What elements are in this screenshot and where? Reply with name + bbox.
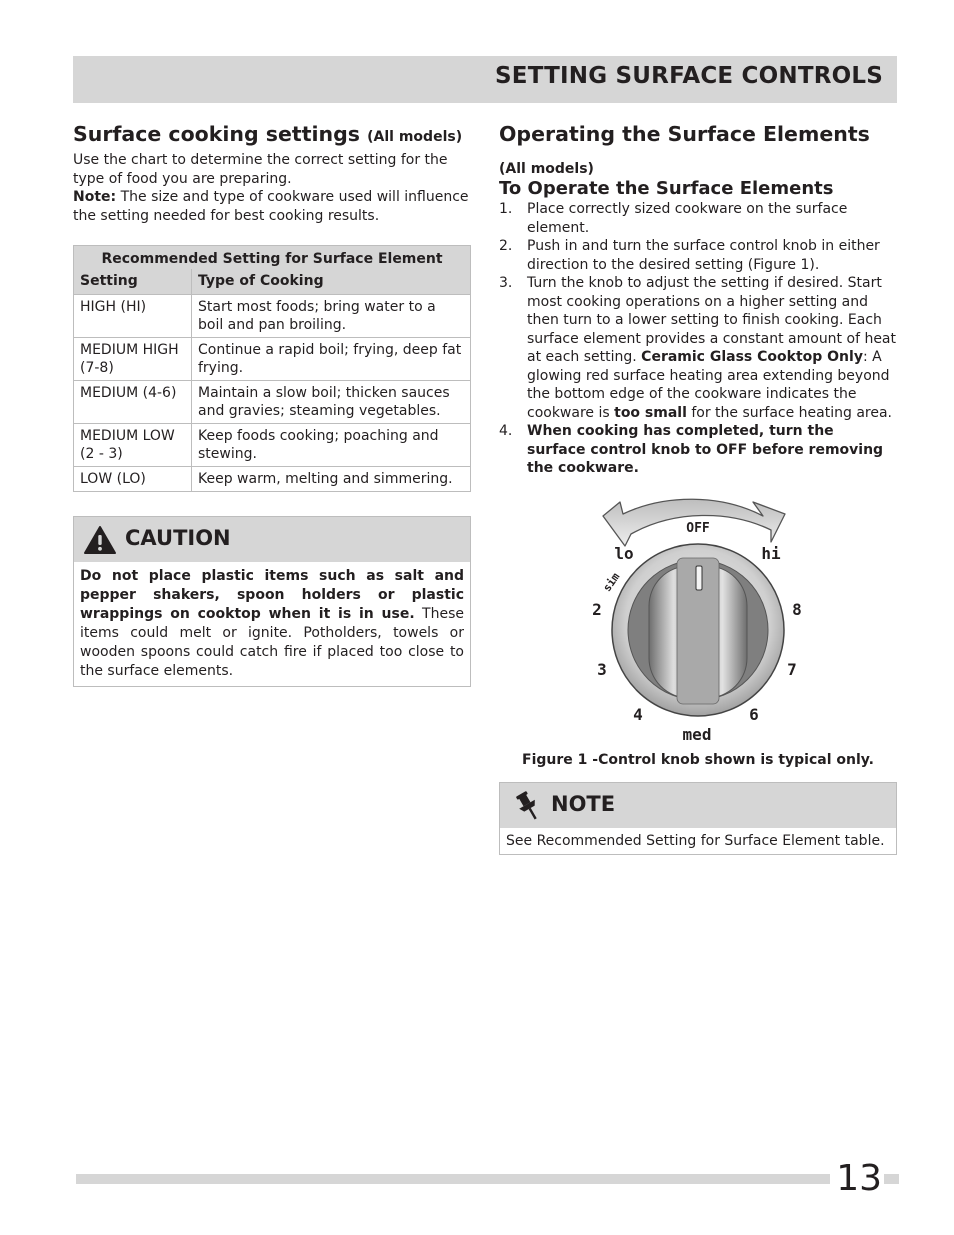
list-item [499, 200, 897, 237]
step-number: 2. [499, 238, 513, 254]
setting-cell: LOW (LO) [74, 467, 192, 492]
col-header-type: Type of Cooking [192, 269, 471, 295]
caution-text: These items could melt or ignite. Potholders, towels or wooden spoons could catch fire if placed too close to the surface elements. [80, 606, 464, 679]
list-item [499, 274, 897, 422]
step-number: 1. [499, 201, 513, 217]
knob-label-6: 6 [749, 704, 759, 724]
caution-label: CAUTION [125, 526, 231, 550]
note-label: NOTE [551, 791, 616, 816]
steps-list [499, 200, 897, 478]
step-text: Turn the knob to adjust the setting if desired. Start most cooking operations on a higher setting and then turn to a lower setting to finish cooking. Each surface element provides a constant amount of heat at each setting. [527, 275, 896, 365]
knob-label-med: med [682, 724, 712, 744]
all-models-label: (All models) [367, 129, 463, 145]
step-bold: Ceramic Glass Cooktop Only [641, 349, 863, 365]
setting-cell: MEDIUM LOW (2 - 3) [74, 424, 192, 467]
knob-label-2: 2 [592, 599, 602, 619]
setting-cell: HIGH (HI) [74, 295, 192, 338]
type-cell: Keep foods cooking; poaching and stewing. [192, 424, 471, 467]
type-cell: Maintain a slow boil; thicken sauces and gravies; steaming vegetables. [192, 381, 471, 424]
setting-cell: MEDIUM HIGH (7-8) [74, 338, 192, 381]
step-number: 4. [499, 423, 513, 439]
figure-caption: Figure 1 -Control knob shown is typical only. [522, 751, 874, 768]
surface-settings-heading-text: Surface cooking settings [73, 122, 360, 146]
footer-bar [76, 1174, 899, 1184]
pushpin-icon [513, 789, 543, 823]
control-knob-figure [499, 486, 897, 748]
settings-table [73, 245, 471, 492]
knob-label-sim: sim [600, 569, 623, 594]
step-bold: too small [614, 404, 687, 421]
header-bar [73, 56, 897, 103]
step-number: 3. [499, 275, 513, 291]
knob-label-lo: lo [614, 543, 634, 563]
knob-label-3: 3 [597, 659, 607, 679]
step-text: : A glowing red surface heating area extending beyond the bottom edge of the cookware indicates the cookware is [527, 349, 890, 421]
table-row [74, 381, 471, 424]
table-row [74, 338, 471, 381]
col-header-setting: Setting [74, 269, 192, 295]
note-body: See Recommended Setting for Surface Element table. [506, 832, 885, 849]
note-header [500, 783, 896, 828]
step-text: Place correctly sized cookware on the surface element. [527, 201, 848, 236]
warning-icon [83, 525, 117, 555]
step-text-bold: When cooking has completed, turn the surface control knob to OFF before removing the cookware. [527, 423, 884, 476]
knob-label-off: OFF [686, 520, 710, 536]
list-item [499, 237, 897, 274]
knob-label-4: 4 [633, 704, 643, 724]
setting-cell: MEDIUM (4-6) [74, 381, 192, 424]
knob-label-hi: hi [761, 543, 781, 563]
intro-text: Use the chart to determine the correct setting for the type of food you are preparing. [73, 152, 448, 187]
caution-header [74, 517, 470, 562]
type-cell: Continue a rapid boil; frying, deep fat frying. [192, 338, 471, 381]
caution-body [74, 562, 470, 686]
knob-label-8: 8 [792, 599, 802, 619]
list-item [499, 422, 897, 478]
caution-box [73, 516, 471, 687]
note-label: Note: [73, 189, 117, 205]
operating-heading: Operating the Surface Elements [499, 122, 870, 146]
caution-bold-text: Do not place plastic items such as salt and pepper shakers, spoon holders or plastic wrappings on cooktop when it is in use. [80, 568, 464, 622]
surface-settings-heading [73, 120, 471, 151]
table-row [74, 424, 471, 467]
page-number: 13 [830, 1157, 884, 1201]
step-text: for the surface heating area. [686, 404, 892, 421]
table-row [74, 295, 471, 338]
type-cell: Start most foods; bring water to a boil and pan broiling. [192, 295, 471, 338]
knob-indicator-icon [696, 566, 702, 590]
table-caption: Recommended Setting for Surface Element [74, 246, 471, 270]
note-box [499, 782, 897, 855]
note-text: The size and type of cookware used will influence the setting needed for best cooking results. [73, 189, 469, 224]
page-title: SETTING SURFACE CONTROLS [495, 63, 883, 89]
step-text: Push in and turn the surface control knob in either direction to the desired setting (Figure 1). [527, 238, 880, 273]
intro-paragraph [73, 151, 471, 225]
all-models-tag: (All models) [499, 161, 594, 177]
right-column [499, 120, 897, 855]
type-cell: Keep warm, melting and simmering. [192, 467, 471, 492]
control-knob-illustration [499, 486, 897, 748]
to-operate-heading: To Operate the Surface Elements [499, 178, 834, 199]
knob-label-7: 7 [787, 659, 797, 679]
table-row [74, 467, 471, 492]
left-column [73, 120, 471, 687]
